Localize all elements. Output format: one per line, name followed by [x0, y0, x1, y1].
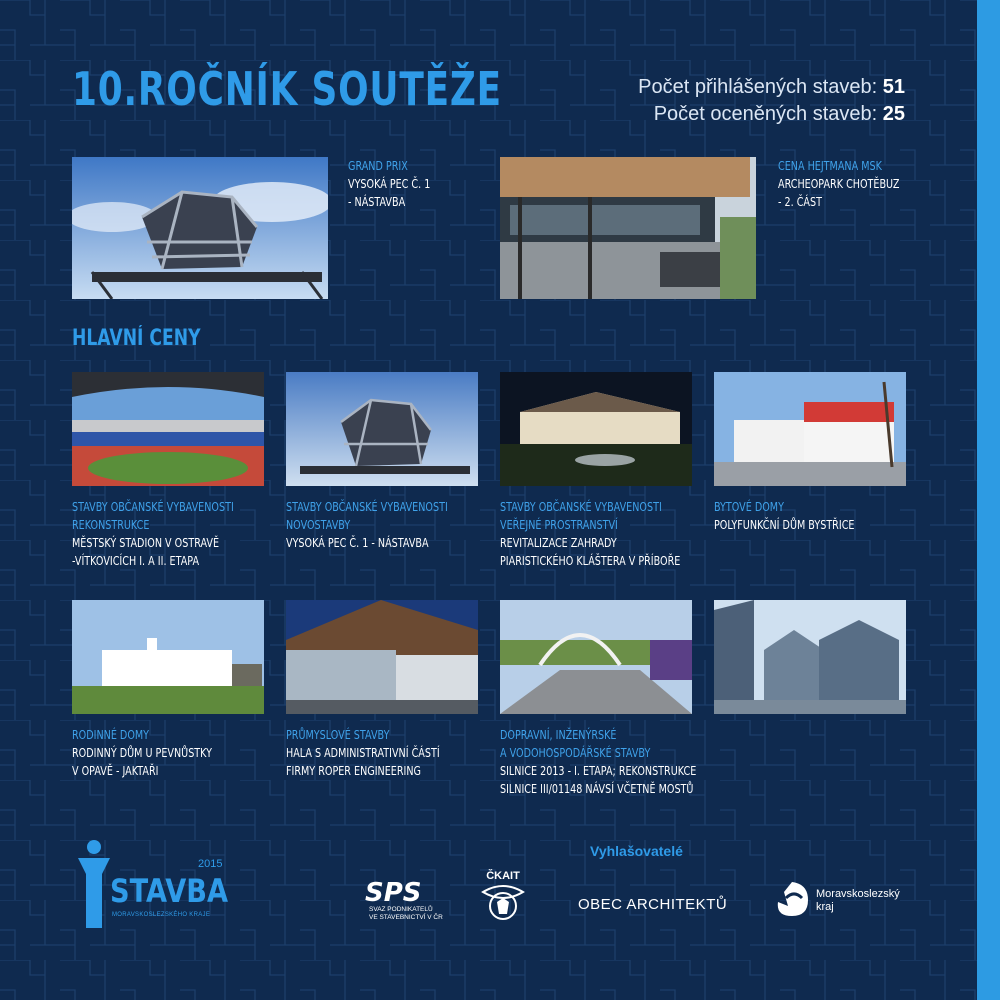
caption-main-award-3 [500, 498, 680, 570]
registered-value: 51 [882, 76, 905, 98]
trophy-figure-icon [74, 838, 114, 934]
sps-line1: SVAZ PODNIKATELŮ [369, 906, 433, 913]
brand-name: STAVBA [110, 872, 229, 910]
award-category: A VODOHOSPODÁŘSKÉ STAVBY [500, 746, 651, 760]
photo-monastery-garden [500, 372, 692, 486]
announcers-label: Vyhlašovatelé [590, 843, 683, 859]
award-name: FIRMY ROPER ENGINEERING [286, 764, 421, 778]
caption-main-award-2 [286, 498, 448, 552]
award-name: ARCHEOPARK CHOTĚBUZ [778, 177, 900, 191]
photo-road-bridge [500, 600, 692, 714]
ckait-logo [478, 870, 528, 927]
award-category: STAVBY OBČANSKÉ VYBAVENOSTI [72, 500, 234, 514]
caption-main-award-5 [72, 726, 212, 780]
award-name: - 2. ČÁST [778, 195, 822, 209]
award-name: - NÁSTAVBA [348, 195, 406, 209]
award-name: MĚSTSKÝ STADION V OSTRAVĚ [72, 536, 220, 550]
award-name: -VÍTKOVICÍCH I. A II. ETAPA [72, 554, 200, 568]
ckait-text: ČKAIT [486, 870, 520, 882]
registered-label: Počet přihlášených staveb: [638, 76, 878, 98]
award-name: HALA S ADMINISTRATIVNÍ ČÁSTÍ [286, 746, 440, 760]
ckait-emblem-icon [481, 882, 525, 922]
award-category: STAVBY OBČANSKÉ VYBAVENOSTI [286, 500, 448, 514]
photo-stadium [72, 372, 264, 486]
caption-cena-hejtmana [778, 157, 900, 211]
msk-region-logo [774, 878, 914, 922]
award-category: VEŘEJNÉ PROSTRANSTVÍ [500, 518, 618, 532]
section-title-main-awards: HLAVNÍ CENY [72, 326, 201, 351]
photo-blast-furnace [286, 372, 478, 486]
msk-line1: Moravskoslezský [816, 888, 900, 900]
awarded-value: 25 [882, 103, 905, 125]
awarded-label: Počet oceněných staveb: [653, 103, 878, 125]
brand-year: 2015 [198, 858, 223, 870]
photo-industrial-hall [286, 600, 478, 714]
caption-grand-prix [348, 157, 430, 211]
photo-historic-buildings [714, 600, 906, 714]
award-category: DOPRAVNÍ, INŽENÝRSKÉ [500, 728, 617, 742]
stavba-brand-logo [70, 838, 230, 938]
photo-cena-hejtmana [500, 157, 756, 299]
award-category: NOVOSTAVBY [286, 518, 351, 532]
msk-region-emblem-icon [774, 880, 810, 918]
award-category: RODINNÉ DOMY [72, 728, 150, 742]
entry-statistics [638, 74, 905, 128]
award-name: REVITALIZACE ZAHRADY [500, 536, 617, 550]
caption-main-award-7 [500, 726, 696, 798]
awarded-count-line [638, 101, 905, 128]
sps-line2: VE STAVEBNICTVÍ V ČR [369, 914, 443, 921]
award-name: SILNICE III/01148 NÁVSÍ VČETNĚ MOSTŮ [500, 782, 694, 796]
caption-main-award-6 [286, 726, 440, 780]
award-name: V OPAVĚ - JAKTAŘI [72, 764, 159, 778]
caption-main-award-1 [72, 498, 234, 570]
sps-logo [365, 880, 465, 922]
award-category: REKONSTRUKCE [72, 518, 150, 532]
obec-architektu-logo: OBEC ARCHITEKTŮ [578, 896, 728, 913]
msk-line2: kraj [816, 901, 834, 913]
award-category: GRAND PRIX [348, 159, 408, 173]
award-name: RODINNÝ DŮM U PEVNŮSTKY [72, 746, 212, 760]
right-accent-stripe [977, 0, 1000, 1000]
sps-logo-text: SPS [365, 878, 422, 908]
award-name: VYSOKÁ PEC Č. 1 [348, 177, 431, 191]
award-name: SILNICE 2013 - I. ETAPA; REKONSTRUKCE [500, 764, 697, 778]
page-title: 10.ROČNÍK SOUTĚŽE [72, 62, 502, 116]
brand-subtitle: MORAVSKOSLEZSKÉHO KRAJE [112, 912, 211, 918]
photo-family-house [72, 600, 264, 714]
registered-count-line [638, 74, 905, 101]
caption-main-award-4 [714, 498, 854, 534]
award-category: STAVBY OBČANSKÉ VYBAVENOSTI [500, 500, 662, 514]
award-name: POLYFUNKČNÍ DŮM BYSTŘICE [714, 518, 855, 532]
photo-polyfunctional-house [714, 372, 906, 486]
award-name: VYSOKÁ PEC Č. 1 - NÁSTAVBA [286, 536, 429, 550]
award-category: CENA HEJTMANA MSK [778, 159, 882, 173]
photo-grand-prix [72, 157, 328, 299]
award-name: PIARISTICKÉHO KLÁŠTERA V PŘÍBOŘE [500, 554, 681, 568]
award-category: BYTOVÉ DOMY [714, 500, 784, 514]
award-category: PRŮMYSLOVÉ STAVBY [286, 728, 390, 742]
